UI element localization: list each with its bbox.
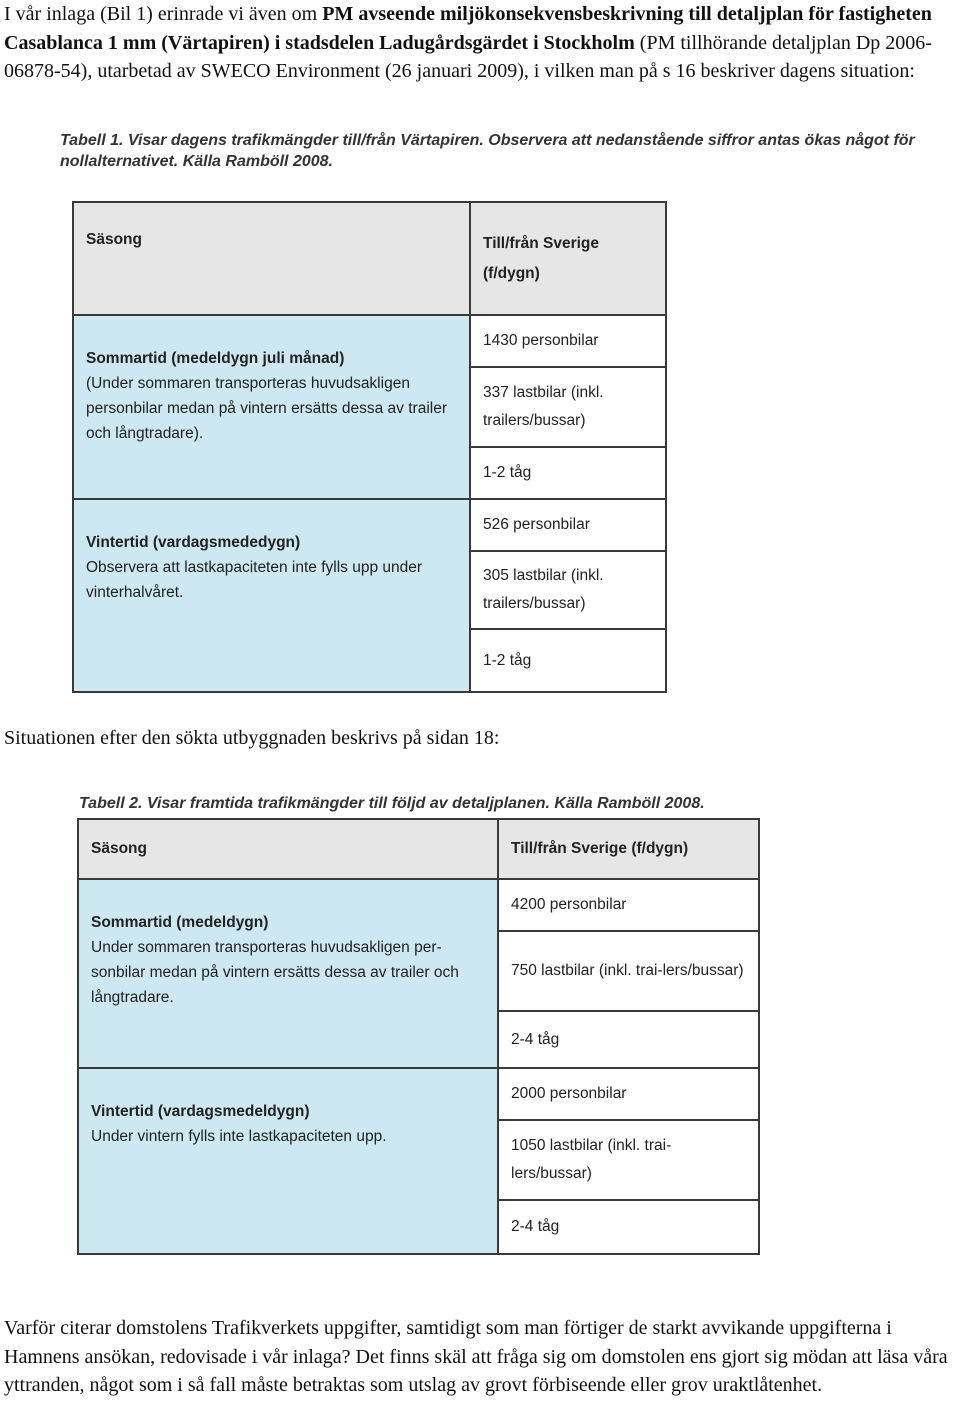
winter-note: Observera att lastkapaciteten inte fylls upp under vinterhalvåret. — [86, 559, 423, 601]
table-header-row — [73, 202, 666, 315]
summer-season-cell — [73, 315, 470, 499]
table-header-row — [78, 819, 759, 879]
winter-season-cell — [73, 499, 470, 692]
future-traffic-table — [77, 818, 760, 1255]
header-traffic: Till/från Sverige (f/dygn) — [498, 819, 759, 879]
intro-text-start: I vår inlaga (Bil 1) erinrade vi även om — [4, 3, 323, 25]
current-traffic-table — [72, 201, 667, 693]
winter-cars: 2000 personbilar — [498, 1068, 759, 1120]
table-row — [78, 1068, 759, 1120]
middle-paragraph: Situationen efter den sökta utbyggnaden beskrivs på sidan 18: — [4, 727, 500, 749]
summer-trains: 1-2 tåg — [470, 447, 666, 499]
summer-cars: 4200 personbilar — [498, 879, 759, 931]
winter-trains: 1-2 tåg — [470, 629, 666, 692]
closing-paragraph: Varför citerar domstolens Trafikverkets uppgifter, samtidigt som man förtiger de starkt avvikande uppgifterna i Hamnens ansökan, redovisade i vår inlaga? Det finns skäl att fråga sig om domstolen ens gjort sig mödan att läsa våra yttranden, något som i så fall måste betraktas som utslag av grovt förbiseende eller grov uraktlåtenhet. — [4, 1317, 948, 1396]
intro-document-title: PM avseende miljökonsekvensbeskrivning till detaljplan för fastigheten Casablanca 1 mm (Värtapiren) i stadsdelen Ladugårdsgärdet i Stockholm — [4, 3, 932, 54]
header-season: Säsong — [78, 819, 498, 879]
header-traffic: Till/från Sverige (f/dygn) — [470, 202, 666, 315]
winter-title: Vintertid (vardagsmedeldygn) — [91, 1103, 310, 1120]
intro-text-end: (PM tillhörande detaljplan Dp 2006-06878-54), utarbetad av SWECO Environment (26 januari 2009), i vilken man på s 16 beskriver dagens situation: — [4, 31, 932, 82]
winter-season-cell — [78, 1068, 498, 1254]
summer-note: Under sommaren transporteras huvudsakligen per-sonbilar medan på vintern ersätts dessa av trailer och långtradare. — [91, 939, 459, 1006]
summer-cars: 1430 personbilar — [470, 315, 666, 367]
table-row — [73, 499, 666, 551]
table-row — [78, 879, 759, 931]
summer-trucks: 337 lastbilar (inkl. trailers/bussar) — [470, 367, 666, 447]
table1-caption: Tabell 1. Visar dagens trafikmängder till/från Värtapiren. Observera att nedanstående siffror antas ökas något för nollalternativet. Källa Ramböll 2008. — [60, 132, 915, 170]
winter-trucks: 305 lastbilar (inkl. trailers/bussar) — [470, 551, 666, 629]
table-row — [73, 315, 666, 367]
summer-trains: 2-4 tåg — [498, 1011, 759, 1068]
summer-title: Sommartid (medeldygn) — [91, 914, 269, 931]
winter-title: Vintertid (vardagsmededygn) — [86, 534, 301, 551]
winter-cars: 526 personbilar — [470, 499, 666, 551]
header-season: Säsong — [73, 202, 470, 315]
summer-note: (Under sommaren transporteras huvudsakligen personbilar medan på vintern ersätts dessa av trailer och långtradare). — [86, 375, 447, 442]
intro-paragraph — [4, 0, 956, 86]
winter-trucks: 1050 lastbilar (inkl. trai-lers/bussar) — [498, 1120, 759, 1200]
summer-trucks: 750 lastbilar (inkl. trai-lers/bussar) — [498, 931, 759, 1011]
table2-caption: Tabell 2. Visar framtida trafikmängder till följd av detaljplanen. Källa Ramböll 2008. — [79, 795, 705, 812]
winter-trains: 2-4 tåg — [498, 1200, 759, 1254]
summer-title: Sommartid (medeldygn juli månad) — [86, 350, 345, 367]
winter-note: Under vintern fylls inte lastkapaciteten upp. — [91, 1128, 387, 1145]
summer-season-cell — [78, 879, 498, 1068]
